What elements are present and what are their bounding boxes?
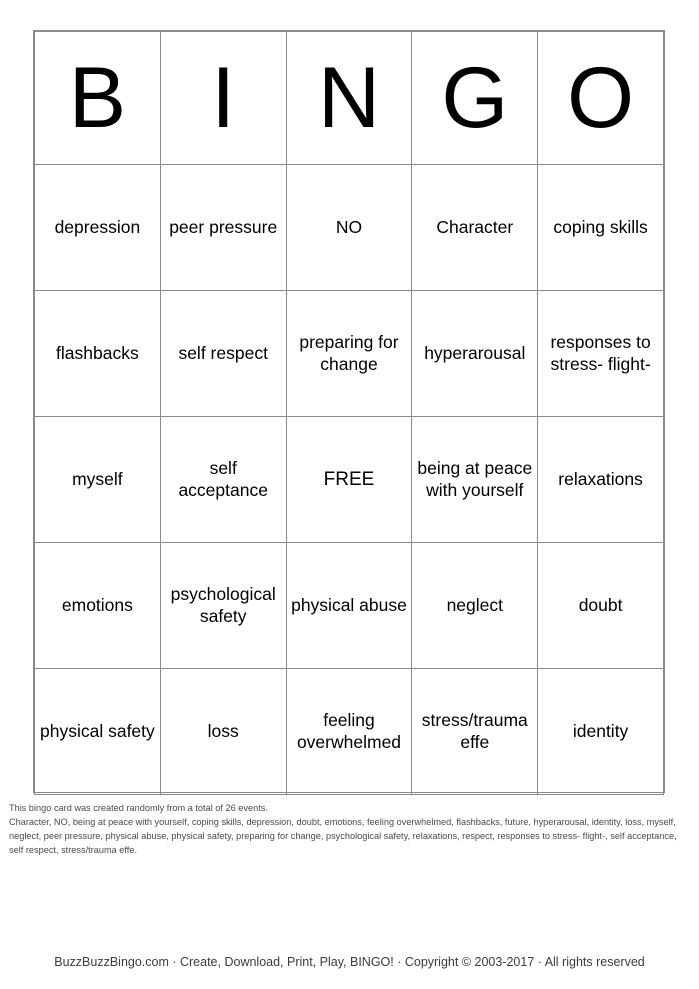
bingo-card — [33, 30, 665, 793]
bingo-cell[interactable]: identity — [538, 669, 664, 795]
bingo-cell[interactable]: psychological safety — [160, 543, 286, 669]
bingo-cell[interactable]: being at peace with yourself — [412, 417, 538, 543]
bingo-cell[interactable]: Character — [412, 165, 538, 291]
bingo-cell[interactable]: self respect — [160, 291, 286, 417]
bingo-cell[interactable]: emotions — [35, 543, 161, 669]
bingo-cell-free[interactable]: FREE — [286, 417, 412, 543]
bingo-cell[interactable]: physical abuse — [286, 543, 412, 669]
bingo-cell[interactable]: myself — [35, 417, 161, 543]
bingo-header-letter-o: O — [538, 32, 664, 165]
bingo-cell[interactable]: relaxations — [538, 417, 664, 543]
bingo-row — [35, 669, 664, 795]
bingo-cell[interactable]: peer pressure — [160, 165, 286, 291]
bingo-header-letter-i: I — [160, 32, 286, 165]
bingo-cell[interactable]: coping skills — [538, 165, 664, 291]
card-word-list: Character, NO, being at peace with yourself, coping skills, depression, doubt, emotions, feeling overwhelmed, flashbacks, future, hyperarousal, identity, loss, myself, neglect, peer pressure, physical abuse, physical safety, preparing for change, psychological safety, relaxations, respect, responses to stress- flight-, self acceptance, self respect, stress/trauma effe. — [9, 816, 677, 855]
bingo-cell[interactable]: loss — [160, 669, 286, 795]
bingo-cell[interactable]: depression — [35, 165, 161, 291]
bingo-cell[interactable]: responses to stress- flight- — [538, 291, 664, 417]
bingo-row — [35, 543, 664, 669]
card-source-note — [9, 802, 693, 858]
bingo-cell[interactable]: hyperarousal — [412, 291, 538, 417]
bingo-cell[interactable]: doubt — [538, 543, 664, 669]
bingo-cell[interactable]: physical safety — [35, 669, 161, 795]
bingo-header-letter-g: G — [412, 32, 538, 165]
bingo-cell[interactable]: self acceptance — [160, 417, 286, 543]
bingo-row — [35, 291, 664, 417]
bingo-cell[interactable]: stress/trauma effe — [412, 669, 538, 795]
bingo-header-letter-b: B — [35, 32, 161, 165]
bingo-grid — [34, 31, 664, 795]
bingo-cell[interactable]: preparing for change — [286, 291, 412, 417]
bingo-header-letter-n: N — [286, 32, 412, 165]
bingo-row — [35, 417, 664, 543]
bingo-header-row — [35, 32, 664, 165]
bingo-cell[interactable]: flashbacks — [35, 291, 161, 417]
bingo-row — [35, 165, 664, 291]
card-source-summary: This bingo card was created randomly from a total of 26 events. — [9, 803, 268, 813]
bingo-cell[interactable]: neglect — [412, 543, 538, 669]
bingo-cell[interactable]: NO — [286, 165, 412, 291]
copyright-line: BuzzBuzzBingo.com · Create, Download, Print, Play, BINGO! · Copyright © 2003-2017 · All rights reserved — [54, 955, 645, 969]
bingo-cell[interactable]: feeling overwhelmed — [286, 669, 412, 795]
